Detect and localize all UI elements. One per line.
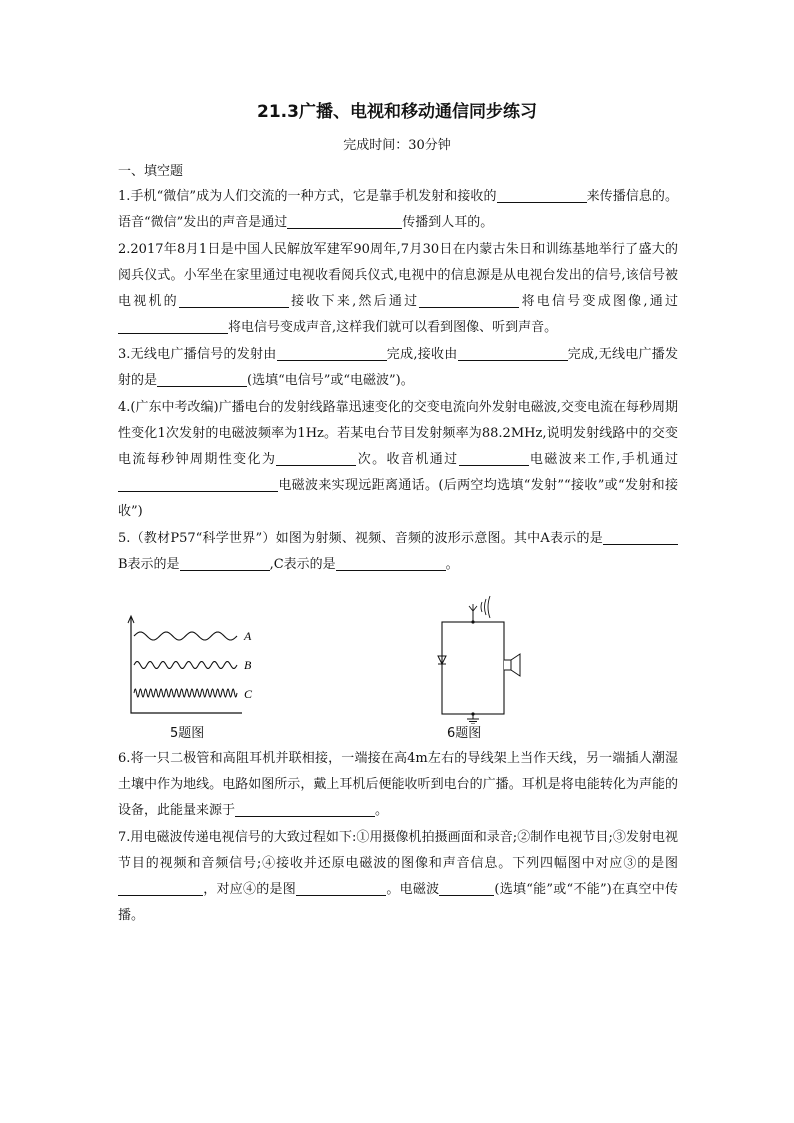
question-4 <box>118 395 678 525</box>
wave-c <box>134 689 237 697</box>
wave-label-c: C <box>244 687 253 701</box>
question-text: 来传播信息的。语音“微信”发出的声音是通过 <box>118 189 678 230</box>
answer-blank[interactable] <box>439 880 494 896</box>
y-axis <box>131 617 242 713</box>
question-text: 完成,接收由 <box>386 347 458 362</box>
question-text: 。 <box>445 557 459 572</box>
question-7 <box>118 825 678 929</box>
question-5 <box>118 526 678 578</box>
answer-blank[interactable] <box>458 345 568 361</box>
section-heading: 一、填空题 <box>118 164 184 179</box>
question-6 <box>118 746 678 824</box>
earphone-icon <box>504 654 520 676</box>
answer-blank[interactable] <box>118 318 228 334</box>
circuit-loop <box>442 622 504 714</box>
question-text: 。 <box>375 803 389 818</box>
question-text: 7.用电磁波传递电视信号的大致过程如下:①用摄像机拍摄画面和录音;②制作电视节目;③发射电视节目的视频和音频信号;④接收并还原电磁波的图像和声音信息。下列四幅图中对应③的是图 <box>118 830 678 871</box>
question-text: (选填“能”或“不能”)在真空中传播。 <box>118 882 678 923</box>
antenna-icon <box>469 604 477 611</box>
waveform-figure <box>122 613 272 723</box>
question-text: 电磁波来实现远距离通话。(后两空均选填“发射”“接收”或“发射和接收”) <box>118 478 678 519</box>
question-text: B表示的是 <box>118 557 180 572</box>
question-text: 4.(广东中考改编)广播电台的发射线路靠迅速变化的交变电流向外发射电磁波,交变电流在每秒周期性变化1次发射的电磁波频率为1Hz。若某电台节目发射频率为88.2MHz,说明发射线路中的交变电流每秒钟周期性变化为 <box>118 400 678 467</box>
page-title: 21.3广播、电视和移动通信同步练习 <box>257 102 537 122</box>
question-text: 2.2017年8月1日是中国人民解放军建军90周年,7月30日在内蒙古朱日和训练基地举行了盛大的阅兵仪式。小军坐在家里通过电视收看阅兵仪式,电视中的信息源是从电视台发出的信号,该信号被电视机的 <box>118 242 678 309</box>
time-limit: 完成时间：30分钟 <box>343 138 451 153</box>
figure-5-caption: 5题图 <box>170 726 205 741</box>
answer-blank[interactable] <box>603 529 678 545</box>
answer-blank[interactable] <box>459 450 529 466</box>
wave-b <box>134 662 237 669</box>
question-text: 。电磁波 <box>386 882 440 897</box>
question-text: 将电信号变成图像,通过 <box>519 294 678 309</box>
answer-blank[interactable] <box>419 292 519 308</box>
question-text: 1.手机“微信”成为人们交流的一种方式，它是靠手机发射和接收的 <box>118 189 497 204</box>
question-text: 次。收音机通过 <box>356 452 459 467</box>
answer-blank[interactable] <box>497 187 587 203</box>
wave-label-b: B <box>244 658 252 672</box>
answer-blank[interactable] <box>235 801 375 817</box>
question-text: (选填“电信号”或“电磁波”)。 <box>247 373 414 388</box>
radio-wave-icon <box>481 596 490 618</box>
question-text: 3.无线电广播信号的发射由 <box>118 347 277 362</box>
question-1 <box>118 184 678 236</box>
answer-blank[interactable] <box>277 345 387 361</box>
answer-blank[interactable] <box>157 371 247 387</box>
answer-blank[interactable] <box>276 450 356 466</box>
question-3 <box>118 342 678 394</box>
question-text: ，对应④的是图 <box>203 882 297 897</box>
answer-blank[interactable] <box>118 476 278 492</box>
answer-blank[interactable] <box>180 555 270 571</box>
wave-label-a: A <box>244 629 252 643</box>
question-text: 接收下来,然后通过 <box>288 294 420 309</box>
question-text: 6.将一只二极管和高阻耳机并联相接，一端接在高4m左右的导线架上当作天线，另一端插人潮湿土壤中作为地线。电路如图所示，戴上耳机后便能收听到电台的广播。耳机是将电能转化为声能的设备，此能量来源于 <box>118 751 678 818</box>
answer-blank[interactable] <box>296 880 386 896</box>
question-text: 传播到人耳的。 <box>402 215 494 230</box>
question-text: 电磁波来工作,手机通过 <box>528 452 678 467</box>
answer-blank[interactable] <box>179 292 289 308</box>
question-2 <box>118 237 678 341</box>
questions-block <box>118 184 678 579</box>
question-text: ,C表示的是 <box>269 557 336 572</box>
questions-block-2 <box>118 746 678 930</box>
question-text: 完成,无线电广播发射的是 <box>118 347 678 388</box>
radio-circuit-figure <box>428 594 538 724</box>
answer-blank[interactable] <box>287 213 402 229</box>
question-text: 将电信号变成声音,这样我们就可以看到图像、听到声音。 <box>228 320 558 335</box>
question-text: 5.（教材P57“科学世界”）如图为射频、视频、音频的波形示意图。其中A表示的是 <box>118 531 603 546</box>
figure-6-caption: 6题图 <box>447 726 482 741</box>
answer-blank[interactable] <box>118 880 203 896</box>
wave-a <box>134 632 237 640</box>
answer-blank[interactable] <box>336 555 446 571</box>
